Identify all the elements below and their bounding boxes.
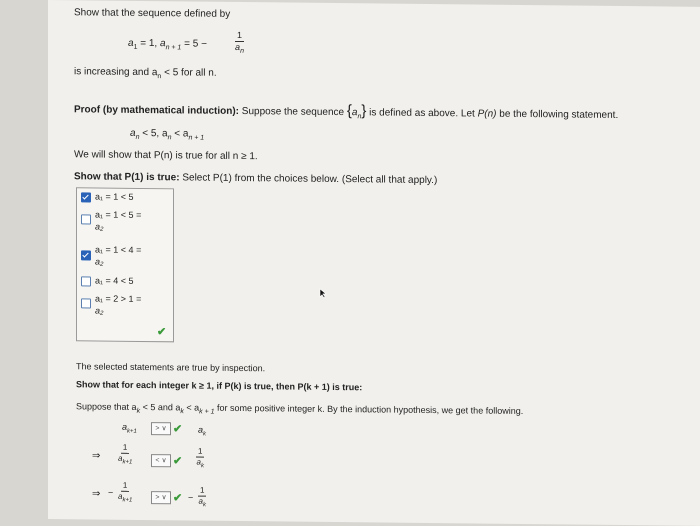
show-all-text: We will show that P(n) is true for all n ≥ 1. bbox=[74, 149, 258, 163]
choice-5-checkbox[interactable] bbox=[81, 298, 91, 308]
suppose-text: Suppose that $a_k < 5$ and $a_k < a_{k + 1}$ for some positive integer k. By the induction hypothesis, we get the following. bbox=[76, 401, 524, 416]
pn-statement: $a_n < 5$, $a_n < a_{n + 1}$ bbox=[130, 127, 205, 142]
choice-3-checkbox[interactable] bbox=[81, 250, 91, 260]
def-fraction: $\frac{1}{a_n}$ bbox=[235, 29, 244, 55]
row3-left-neg: − bbox=[108, 487, 114, 498]
row3-check-icon: ✔ bbox=[173, 492, 183, 505]
choice-2-label-2: a₂ bbox=[95, 221, 104, 232]
choice-4-label: a₁ = 4 < 5 bbox=[95, 275, 134, 286]
row1-right: $a_k$ bbox=[198, 424, 207, 438]
row1-check-icon: ✔ bbox=[173, 423, 183, 436]
choice-1-label: a₁ = 1 < 5 bbox=[95, 191, 134, 202]
statement-text: is increasing and $a_n < 5$ for all n. bbox=[74, 66, 217, 81]
proof-intro: Proof (by mathematical induction): Suppose the sequence $\{a_n\}$ is defined as above. Let P(n) be the following statement. bbox=[74, 102, 619, 121]
selected-true-text: The selected statements are true by inspection. bbox=[76, 361, 266, 374]
row2-left-fraction: $\frac{1}{a_{k+1}}$ bbox=[118, 442, 133, 466]
row3-right-fraction: $\frac{1}{a_k}$ bbox=[198, 485, 206, 509]
row2-implies-arrow: ⇒ bbox=[92, 450, 101, 462]
choice-2-label: a₁ = 1 < 5 = bbox=[95, 209, 142, 220]
choice-1-checkbox[interactable] bbox=[81, 192, 91, 202]
inductive-heading: Show that for each integer k ≥ 1, if P(k) is true, then P(k + 1) is true: bbox=[76, 379, 363, 393]
choices-box bbox=[76, 187, 174, 342]
choice-3-label: a₁ = 1 < 4 = bbox=[95, 244, 142, 255]
choice-5-label-2: a₂ bbox=[95, 305, 104, 316]
row1-relation-select[interactable]: > ∨ bbox=[151, 422, 171, 435]
row2-right-fraction: $\frac{1}{a_k}$ bbox=[196, 446, 204, 470]
row3-left-fraction: $\frac{1}{a_{k+1}}$ bbox=[118, 480, 133, 504]
row3-right-neg: − bbox=[188, 492, 194, 503]
worksheet-page bbox=[48, 0, 700, 526]
row1-left: $a_{k+1}$ bbox=[122, 421, 137, 435]
row2-check-icon: ✔ bbox=[173, 455, 183, 468]
choice-5-label: a₁ = 2 > 1 = bbox=[95, 293, 142, 304]
row3-relation-select[interactable]: > ∨ bbox=[151, 491, 171, 504]
choice-4-checkbox[interactable] bbox=[81, 276, 91, 286]
def-a1: $a_1 = 1$, $a_{n + 1} = 5$ − bbox=[128, 37, 207, 52]
p1-line: Show that P(1) is true: Select P(1) from the choices below. (Select all that apply.) bbox=[74, 171, 438, 187]
correct-check-icon: ✔ bbox=[157, 326, 167, 339]
mouse-cursor-icon bbox=[319, 288, 328, 299]
row3-implies-arrow: ⇒ bbox=[92, 488, 101, 500]
row2-relation-select[interactable]: < ∨ bbox=[151, 454, 171, 467]
intro-text: Show that the sequence defined by bbox=[74, 7, 231, 20]
choice-2-checkbox[interactable] bbox=[81, 214, 91, 224]
choice-3-label-2: a₂ bbox=[95, 256, 104, 267]
